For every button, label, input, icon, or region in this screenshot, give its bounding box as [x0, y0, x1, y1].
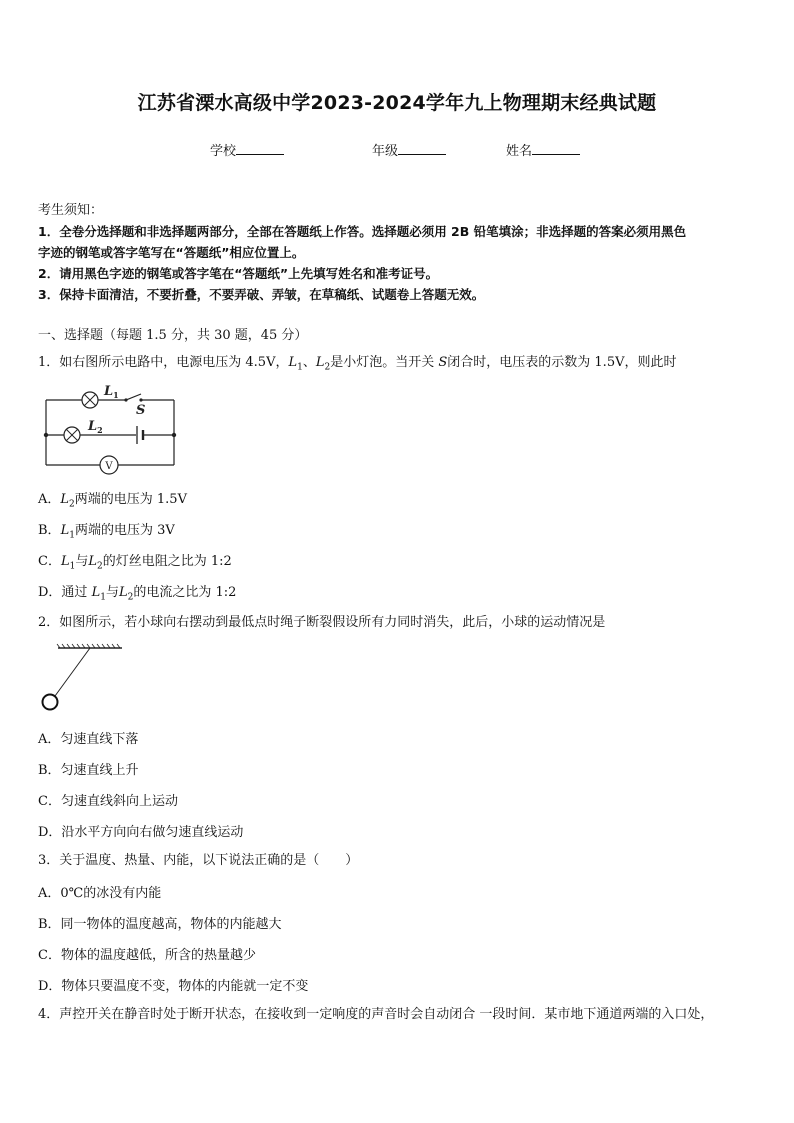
lamp-l2-icon [64, 427, 80, 443]
voltmeter-label: V [105, 461, 113, 472]
q2-option-a[interactable]: A．匀速直线下落 [38, 732, 139, 747]
school-blank[interactable] [236, 142, 284, 155]
name-field[interactable] [506, 140, 580, 159]
voltmeter-icon [100, 456, 118, 474]
ball-icon [43, 695, 58, 710]
notice-item-1-line-2: 字迹的钢笔或答字笔写在“答题纸”相应位置上。 [38, 245, 305, 260]
grade-label: 年级 [372, 144, 399, 159]
page-title: 江苏省溧水高级中学2023-2024学年九上物理期末经典试题 [137, 92, 657, 114]
section-heading: 一、选择题（每题 1.5 分，共 30 题，45 分） [38, 328, 308, 343]
grade-field[interactable] [372, 140, 446, 159]
question-1-stem: 1．如右图所示电路中，电源电压为 4.5V，$L_1$、$L_2$是小灯泡。当开关 S闭合时，电压表的示数为 1.5V，则此时 [38, 355, 677, 373]
notice-item-1-line-1: 1．全卷分选择题和非选择题两部分，全部在答题纸上作答。选择题必须用 2B 铅笔填涂；非选择题的答案必须用黑色 [38, 224, 687, 239]
q3-option-c[interactable]: C．物体的温度越低，所含的热量越少 [38, 948, 256, 963]
q1-option-d[interactable]: D．通过 $L_1$与$L_2$的电流之比为 1:2 [38, 585, 237, 603]
school-label: 学校 [210, 144, 237, 159]
question-2-stem: 2．如图所示，若小球向右摆动到最低点时绳子断裂假设所有力同时消失，此后，小球的运动情况是 [38, 615, 606, 630]
q3-option-b[interactable]: B．同一物体的温度越高，物体的内能越大 [38, 917, 282, 932]
q1-option-c[interactable]: C．$L_1$与$L_2$的灯丝电阻之比为 1:2 [38, 554, 232, 572]
q2-option-c[interactable]: C．匀速直线斜向上运动 [38, 794, 178, 809]
q2-option-b[interactable]: B．匀速直线上升 [38, 763, 139, 778]
battery-icon [137, 426, 143, 444]
lamp-l1-icon [82, 392, 98, 408]
q2-option-d[interactable]: D．沿水平方向向右做匀速直线运动 [38, 825, 244, 840]
notice-heading: 考生须知： [38, 203, 104, 218]
school-field[interactable] [210, 140, 284, 159]
q1-option-a[interactable]: A．$L_2$两端的电压为 1.5V [38, 492, 187, 510]
label-l1: $L_1$ [104, 384, 119, 400]
name-blank[interactable] [532, 142, 580, 155]
notice-item-3: 3．保持卡面清洁，不要折叠，不要弄破、弄皱，在草稿纸、试题卷上答题无效。 [38, 287, 485, 302]
label-l2: $L_2$ [88, 419, 103, 435]
q3-option-a[interactable]: A．0℃的冰没有内能 [38, 886, 162, 901]
notice-item-2: 2．请用黑色字迹的钢笔或答字笔在“答题纸”上先填写姓名和准考证号。 [38, 266, 439, 281]
label-s: S [136, 403, 146, 418]
q1-option-b[interactable]: B．$L_1$两端的电压为 3V [38, 523, 175, 541]
pendulum-diagram [38, 642, 128, 716]
grade-blank[interactable] [398, 142, 446, 155]
name-label: 姓名 [506, 144, 533, 159]
circuit-diagram [38, 380, 183, 475]
q3-option-d[interactable]: D．物体只要温度不变，物体的内能就一定不变 [38, 979, 309, 994]
pendulum-string [55, 648, 90, 696]
question-3-stem: 3．关于温度、热量、内能，以下说法正确的是（ ） [38, 853, 359, 868]
question-4-stem: 4．声控开关在静音时处于断开状态，在接收到一定响度的声音时会自动闭合 一段时间．某市地下通道两端的入口处， [38, 1007, 714, 1022]
